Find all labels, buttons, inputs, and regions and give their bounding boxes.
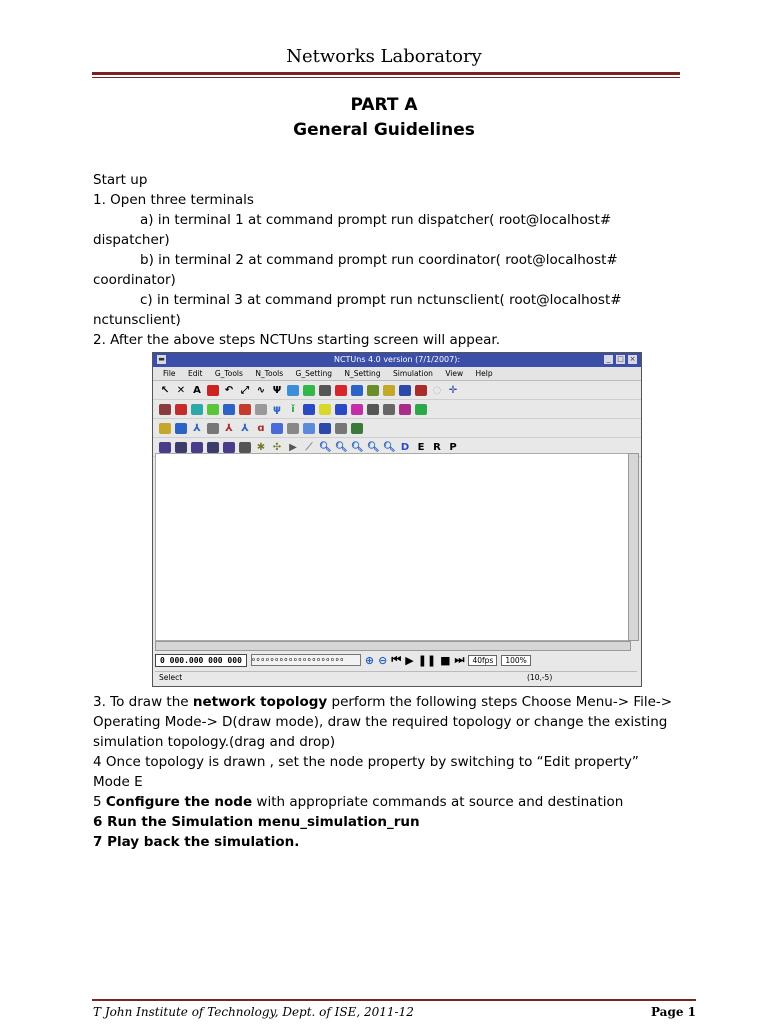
topology-canvas[interactable]: [155, 453, 631, 641]
obj-icon-2[interactable]: [175, 442, 187, 453]
phone-icon[interactable]: [415, 385, 427, 396]
tool-icon-13[interactable]: [351, 423, 363, 434]
menu-edit[interactable]: Edit: [187, 369, 203, 378]
app-titlebar: [153, 353, 641, 367]
device-icon-15[interactable]: [383, 404, 395, 415]
toolbar-row-1: [153, 381, 641, 400]
maximize-icon[interactable]: □: [617, 355, 624, 363]
ruler-icon[interactable]: ⟋: [305, 441, 313, 453]
startup-section: [93, 170, 683, 350]
mode-d-button[interactable]: D: [400, 441, 410, 453]
tool-icon-8[interactable]: [271, 423, 283, 434]
step-1c-cont: nctunsclient): [93, 312, 181, 328]
device-icon-3[interactable]: [191, 404, 203, 415]
part-heading: PART A: [350, 95, 418, 115]
obj-icon-8[interactable]: ✣: [272, 441, 282, 453]
close-icon[interactable]: ×: [629, 355, 636, 363]
sim-clock: 0 000.000 000 000: [155, 654, 247, 667]
forward-icon[interactable]: ⏭: [454, 653, 465, 666]
zoom-icon-4[interactable]: 🔍︎: [367, 441, 380, 453]
app-title: NCTUns 4.0 version (7/1/2007):: [333, 355, 461, 364]
device-icon-8[interactable]: ψ: [273, 403, 281, 415]
device-icon-5[interactable]: [223, 404, 235, 415]
menu-file[interactable]: File: [163, 369, 176, 378]
step-3-bold: network topology: [192, 694, 328, 710]
menu-help[interactable]: Help: [475, 369, 493, 378]
step-1a: a) in terminal 1 at command prompt run dispatcher( root@localhost#: [140, 212, 612, 228]
disabled-icon[interactable]: ◌: [432, 384, 442, 396]
status-coordinates: (10,-5): [527, 673, 553, 682]
pause-icon[interactable]: ❚❚: [417, 653, 437, 667]
window-menu-icon[interactable]: ▬: [158, 355, 165, 363]
obj-icon-7[interactable]: ✱: [256, 441, 266, 453]
mode-r-button[interactable]: R: [433, 441, 441, 453]
obj-icon-1[interactable]: [159, 442, 171, 453]
menu-simulation[interactable]: Simulation: [392, 369, 433, 378]
obj-icon-5[interactable]: [223, 442, 235, 453]
footer-institution: T John Institute of Technology, Dept. of ISE, 2011-12: [93, 1005, 414, 1019]
tool-icon-6[interactable]: ⅄: [241, 422, 249, 434]
hub-icon[interactable]: [287, 385, 299, 396]
page-header-title: Networks Laboratory: [286, 46, 482, 67]
device-icon-12[interactable]: [335, 404, 347, 415]
device-icon-7[interactable]: [255, 404, 267, 415]
device-icon-14[interactable]: [367, 404, 379, 415]
step-7: [93, 832, 683, 852]
play-icon[interactable]: ▶: [405, 653, 414, 667]
menu-n-setting[interactable]: N_Setting: [344, 369, 381, 378]
steps-section: [93, 692, 683, 852]
step-7-text: 7 Play back the simulation.: [93, 834, 300, 850]
router-icon[interactable]: [319, 385, 331, 396]
step-1b-cont: coordinator): [93, 272, 176, 288]
device-icon-4[interactable]: [207, 404, 219, 415]
stop-icon[interactable]: ■: [440, 653, 451, 667]
step-6-text: 6 Run the Simulation menu_simulation_run: [93, 814, 420, 830]
step-1b: b) in terminal 2 at command prompt run coordinator( root@localhost#: [140, 252, 618, 268]
step-4: 4 Once topology is drawn , set the node property by switching to “Edit property”: [93, 754, 639, 770]
obj-icon-6[interactable]: [239, 442, 251, 453]
step-2: 2. After the above steps NCTUns starting screen will appear.: [93, 332, 501, 348]
step-3-pre: 3. To draw the: [93, 694, 193, 710]
step-3: [93, 692, 683, 752]
step-5: [93, 792, 683, 812]
step-1c: c) in terminal 3 at command prompt run nctunsclient( root@localhost#: [140, 292, 622, 308]
zoom-icon-5[interactable]: 🔍︎: [383, 441, 396, 453]
time-slider[interactable]: o o o o o o o o o o o o o o o o o o o o: [251, 654, 361, 666]
zoom-out-icon[interactable]: ⊖: [378, 653, 388, 667]
switch-icon[interactable]: [303, 385, 315, 396]
zoom-select[interactable]: 100%: [501, 655, 530, 666]
status-mode: Select: [159, 673, 183, 682]
device-icon-2[interactable]: [175, 404, 187, 415]
tool-icon-5[interactable]: ⅄: [225, 422, 233, 434]
tool-icon-10[interactable]: [303, 423, 315, 434]
tool-icon-11[interactable]: [319, 423, 331, 434]
tool-icon-9[interactable]: [287, 423, 299, 434]
move-icon[interactable]: ✛: [448, 384, 458, 396]
tool-icon-7[interactable]: ɑ: [257, 422, 265, 434]
mode-p-button[interactable]: P: [449, 441, 457, 453]
toolbar-row-3: [153, 419, 641, 438]
minimize-icon[interactable]: _: [604, 355, 613, 364]
zoom-in-icon[interactable]: ⊕: [364, 653, 375, 667]
app-menubar: [153, 367, 641, 381]
tool-icon-1[interactable]: [159, 423, 171, 434]
step-4-cont: Mode E: [93, 774, 143, 790]
device-icon-10[interactable]: [303, 404, 315, 415]
mobile-host-icon[interactable]: [351, 385, 363, 396]
wireless-link-icon[interactable]: ∿: [256, 384, 266, 396]
zoom-icon-3[interactable]: 🔍︎: [351, 441, 364, 453]
tool-icon-3[interactable]: ⅄: [193, 422, 201, 434]
step-5-bold: Configure the node: [105, 794, 253, 810]
playback-bar: [155, 651, 637, 669]
step-6: [93, 812, 683, 832]
menu-g-tools[interactable]: G_Tools: [214, 369, 243, 378]
status-bar: [155, 671, 637, 683]
device-icon-16[interactable]: [399, 404, 411, 415]
horizontal-scrollbar[interactable]: [155, 641, 631, 651]
device-icon-11[interactable]: [319, 404, 331, 415]
tool-icon-4[interactable]: [207, 423, 219, 434]
host-icon[interactable]: [335, 385, 347, 396]
footer-rule: [92, 999, 696, 1001]
header-rule-thin: [92, 77, 680, 78]
menu-view[interactable]: View: [445, 369, 464, 378]
device-icon-17[interactable]: [415, 404, 427, 415]
step-3-post: perform the following steps Choose Menu-> File-> Operating Mode-> D(draw mode), draw the required topology or change the existing simulation topology.(drag and drop): [93, 694, 673, 750]
antenna-icon[interactable]: Ψ: [272, 384, 282, 396]
menu-g-setting[interactable]: G_Setting: [295, 369, 332, 378]
menu-n-tools[interactable]: N_Tools: [255, 369, 284, 378]
device-icon-1[interactable]: [159, 404, 171, 415]
gprs-icon[interactable]: [399, 385, 411, 396]
nctuns-screenshot: [152, 352, 642, 687]
device-icon-9[interactable]: ǐ: [291, 403, 295, 415]
vertical-scrollbar[interactable]: [628, 453, 639, 641]
obj-icon-9[interactable]: ▶: [289, 441, 297, 453]
link-icon[interactable]: ⤢: [241, 384, 249, 396]
undo-icon[interactable]: ↶: [224, 384, 234, 396]
step-1a-cont: dispatcher): [93, 232, 170, 248]
zoom-icon-2[interactable]: 🔍︎: [335, 441, 348, 453]
tool-icon-2[interactable]: [175, 423, 187, 434]
step-5-num: 5: [93, 794, 106, 810]
startup-title: Start up: [93, 172, 148, 188]
header-rule-thick: [92, 72, 680, 75]
access-point-icon[interactable]: [367, 385, 379, 396]
tool-icon-12[interactable]: [335, 423, 347, 434]
obj-icon-3[interactable]: [191, 442, 203, 453]
step-5-post: with appropriate commands at source and destination: [252, 794, 624, 810]
device-icon-13[interactable]: [351, 404, 363, 415]
device-icon-6[interactable]: [239, 404, 251, 415]
delete-icon[interactable]: ✕: [176, 384, 186, 396]
step-1: 1. Open three terminals: [93, 192, 254, 208]
pointer-icon[interactable]: ↖: [160, 384, 170, 396]
rewind-icon[interactable]: ⏮: [391, 653, 402, 666]
page-number: Page 1: [650, 1005, 696, 1019]
wlan-icon[interactable]: [383, 385, 395, 396]
section-subtitle: General Guidelines: [293, 120, 475, 140]
speed-select[interactable]: 40fps: [468, 655, 497, 666]
obj-icon-4[interactable]: [207, 442, 219, 453]
zoom-icon-1[interactable]: 🔍︎: [319, 441, 332, 453]
mode-e-button[interactable]: E: [417, 441, 425, 453]
toolbar-row-2: [153, 400, 641, 419]
pen-icon[interactable]: [207, 385, 219, 396]
text-icon[interactable]: A: [193, 384, 201, 396]
